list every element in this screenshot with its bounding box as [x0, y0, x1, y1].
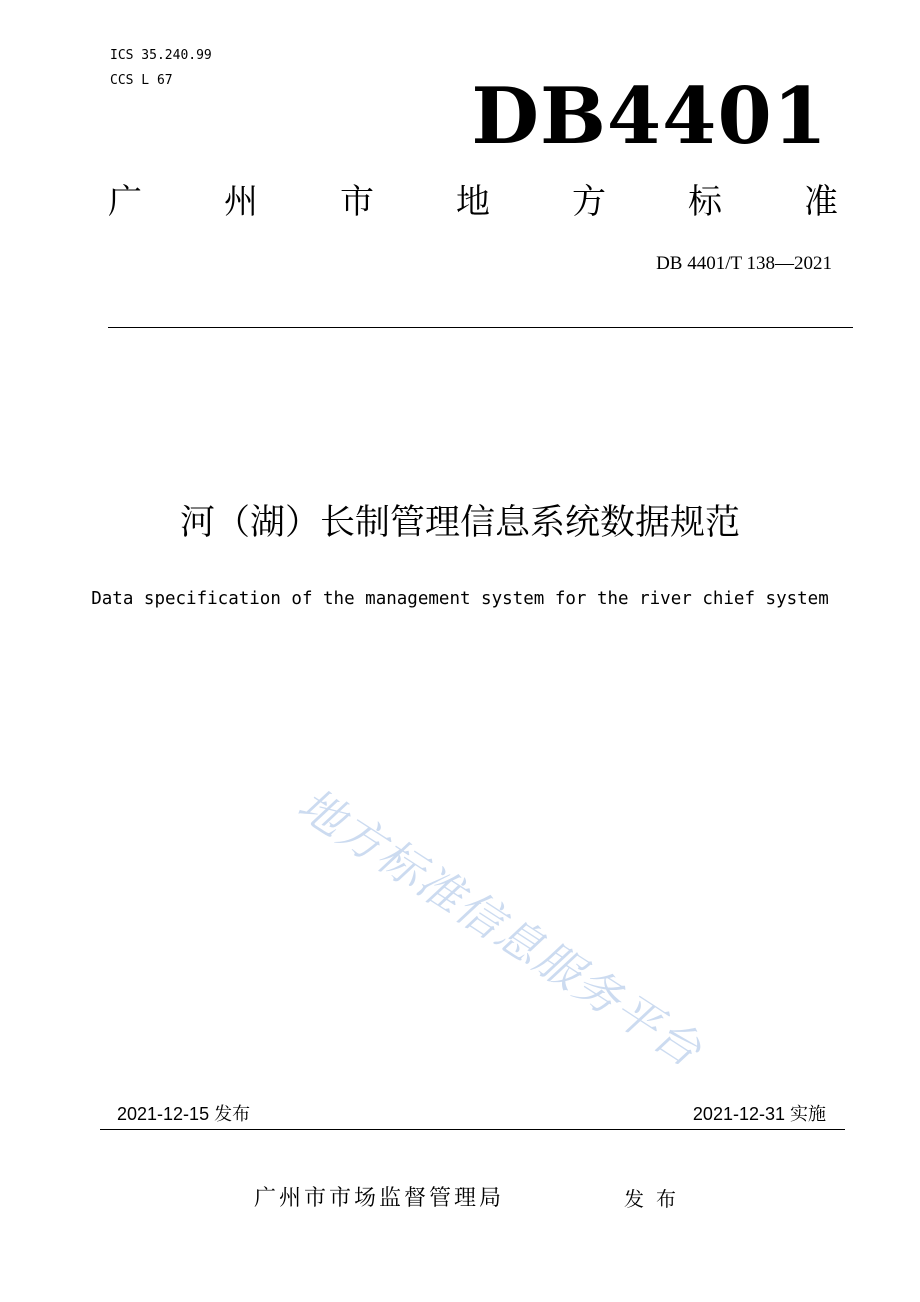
- standard-type-char: 州: [224, 182, 258, 222]
- standard-type-char: 方: [572, 182, 606, 222]
- header-divider: [108, 327, 853, 328]
- standard-type-char: 准: [804, 182, 838, 222]
- standard-type-char: 地: [456, 182, 490, 222]
- standard-type-char: 市: [340, 182, 374, 222]
- implementation-date: 2021-12-31 实施: [692, 1104, 826, 1124]
- issue-date: 2021-12-15 发布: [117, 1104, 251, 1124]
- standard-code-heading: DB4401: [471, 71, 828, 162]
- standard-type-char: 广: [108, 182, 142, 222]
- publish-label: 发布: [624, 1187, 688, 1211]
- watermark: 地方标准信息服务平台: [288, 777, 712, 1078]
- footer-divider: [100, 1129, 845, 1130]
- ics-code: ICS 35.240.99: [110, 48, 212, 63]
- standard-number: DB 4401/T 138—2021: [656, 253, 832, 274]
- standard-type-heading: [108, 180, 838, 224]
- document-title-english: Data specification of the management system for the river chief system: [91, 589, 829, 609]
- publisher-name: 广州市市场监督管理局: [254, 1186, 505, 1211]
- ccs-code: CCS L 67: [110, 73, 173, 88]
- document-title-chinese: 河（湖）长制管理信息系统数据规范: [179, 503, 740, 543]
- standard-type-char: 标: [688, 182, 722, 222]
